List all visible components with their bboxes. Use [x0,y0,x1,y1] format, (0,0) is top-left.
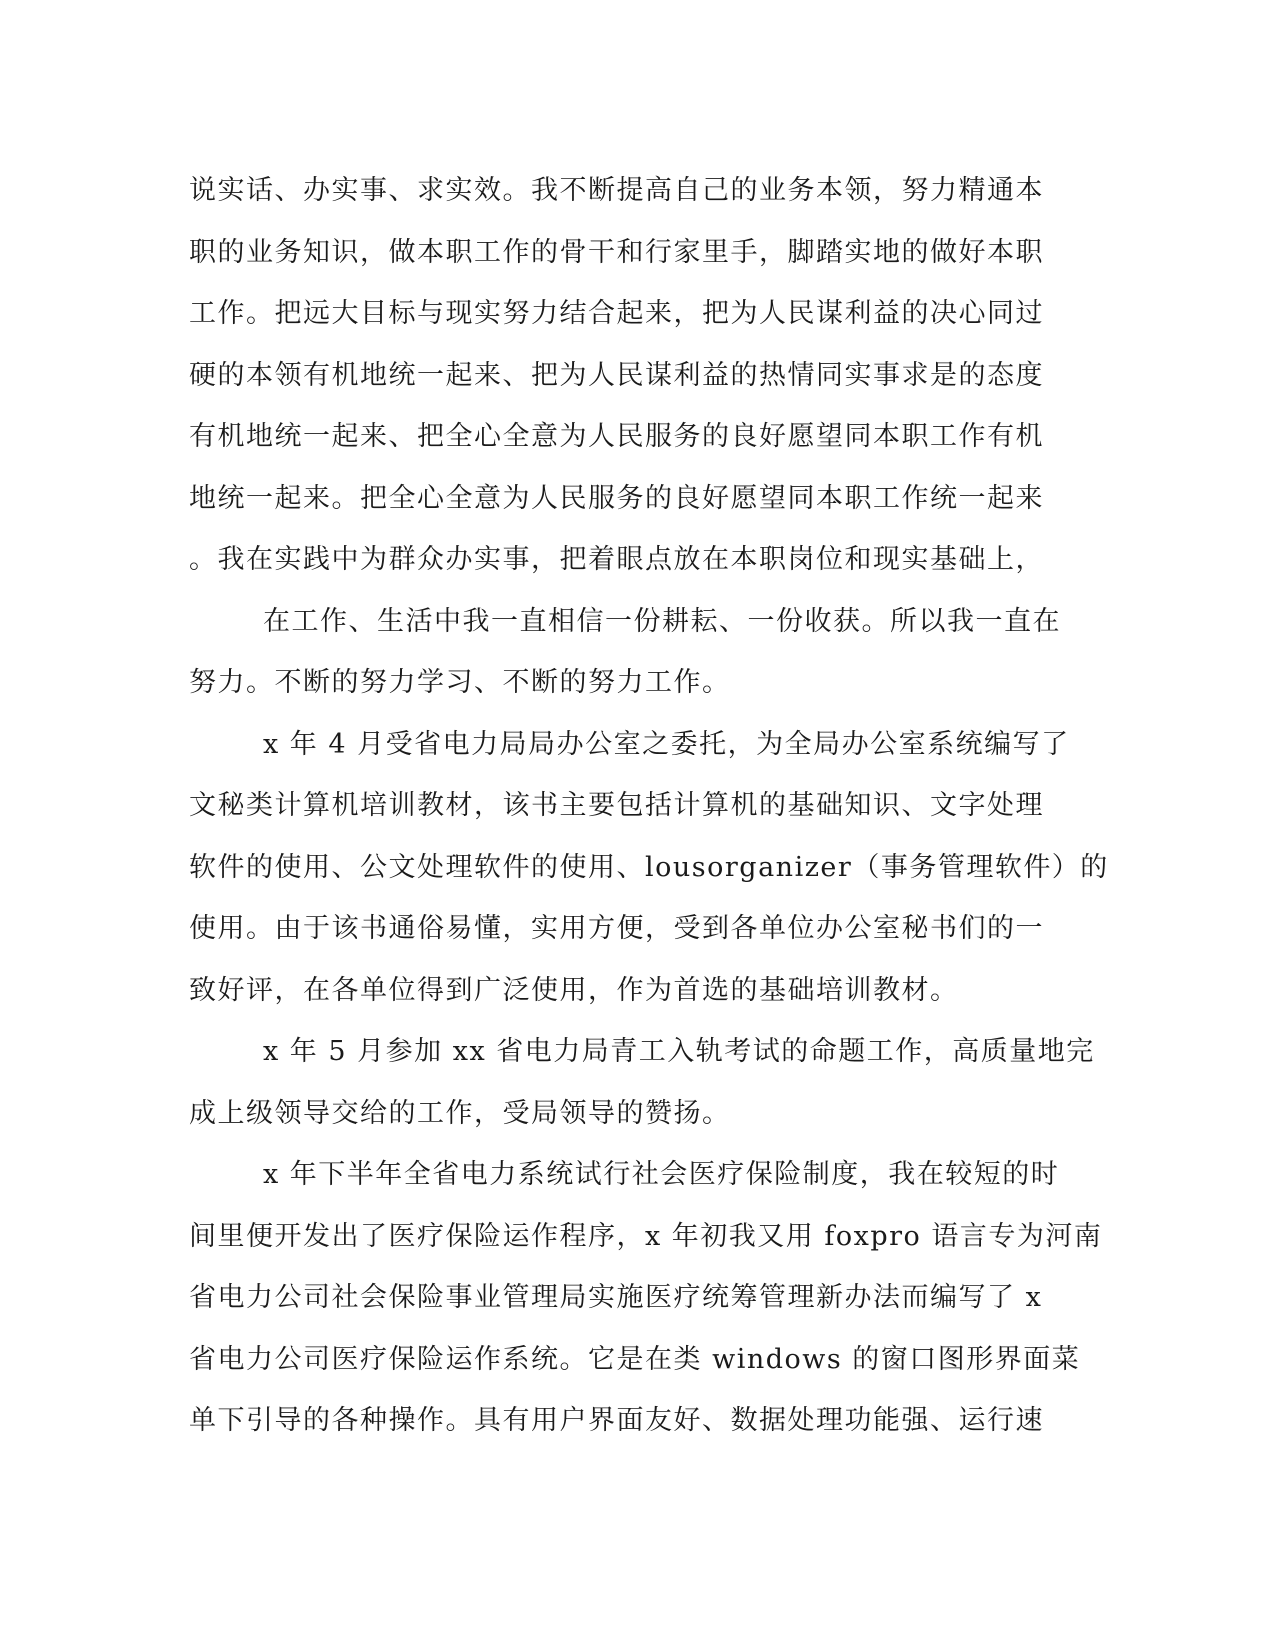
text-line: 。我在实践中为群众办实事，把着眼点放在本职岗位和现实基础上， [189,544,1044,575]
paragraph-start-line: 在工作、生活中我一直相信一份耕耘、一份收获。所以我一直在 [263,605,1061,637]
text-line: 使用。由于该书通俗易懂，实用方便，受到各单位办公室秘书们的一 [189,913,1044,944]
text-line: 单下引导的各种操作。具有用户界面友好、数据处理功能强、运行速 [189,1405,1044,1436]
text-line: 职的业务知识，做本职工作的骨干和行家里手，脚踏实地的做好本职 [189,236,1044,268]
text-line: 软件的使用、公文处理软件的使用、lousorganizer（事务管理软件）的 [189,851,1109,883]
text-line: 致好评，在各单位得到广泛使用，作为首选的基础培训教材。 [189,974,959,1006]
paragraph-start-line: x 年下半年全省电力系统试行社会医疗保险制度，我在较短的时 [263,1159,1060,1190]
text-line: 硬的本领有机地统一起来、把为人民谋利益的热情同实事求是的态度 [189,359,1044,391]
text-line: 努力。不断的努力学习、不断的努力工作。 [189,667,731,698]
text-line: 地统一起来。把全心全意为人民服务的良好愿望同本职工作统一起来 [189,482,1044,514]
text-line: 省电力公司社会保险事业管理局实施医疗统筹管理新办法而编写了 x [189,1282,1043,1313]
text-line: 文秘类计算机培训教材，该书主要包括计算机的基础知识、文字处理 [189,790,1044,821]
text-line: 省电力公司医疗保险运作系统。它是在类 windows 的窗口图形界面菜 [189,1343,1081,1375]
text-line: 说实话、办实事、求实效。我不断提高自己的业务本领，努力精通本 [189,175,1044,206]
text-line: 有机地统一起来、把全心全意为人民服务的良好愿望同本职工作有机 [189,421,1044,452]
paragraph-start-line: x 年 4 月受省电力局局办公室之委托，为全局办公室系统编写了 [263,728,1070,760]
paragraph-start-line: x 年 5 月参加 xx 省电力局青工入轨考试的命题工作，高质量地完 [263,1036,1095,1067]
text-line: 成上级领导交给的工作，受局领导的赞扬。 [189,1097,731,1129]
document-body [189,160,1109,1452]
text-line: 间里便开发出了医疗保险运作程序，x 年初我又用 foxpro 语言专为河南 [189,1220,1103,1252]
text-line: 工作。把远大目标与现实努力结合起来，把为人民谋利益的决心同过 [189,298,1044,329]
